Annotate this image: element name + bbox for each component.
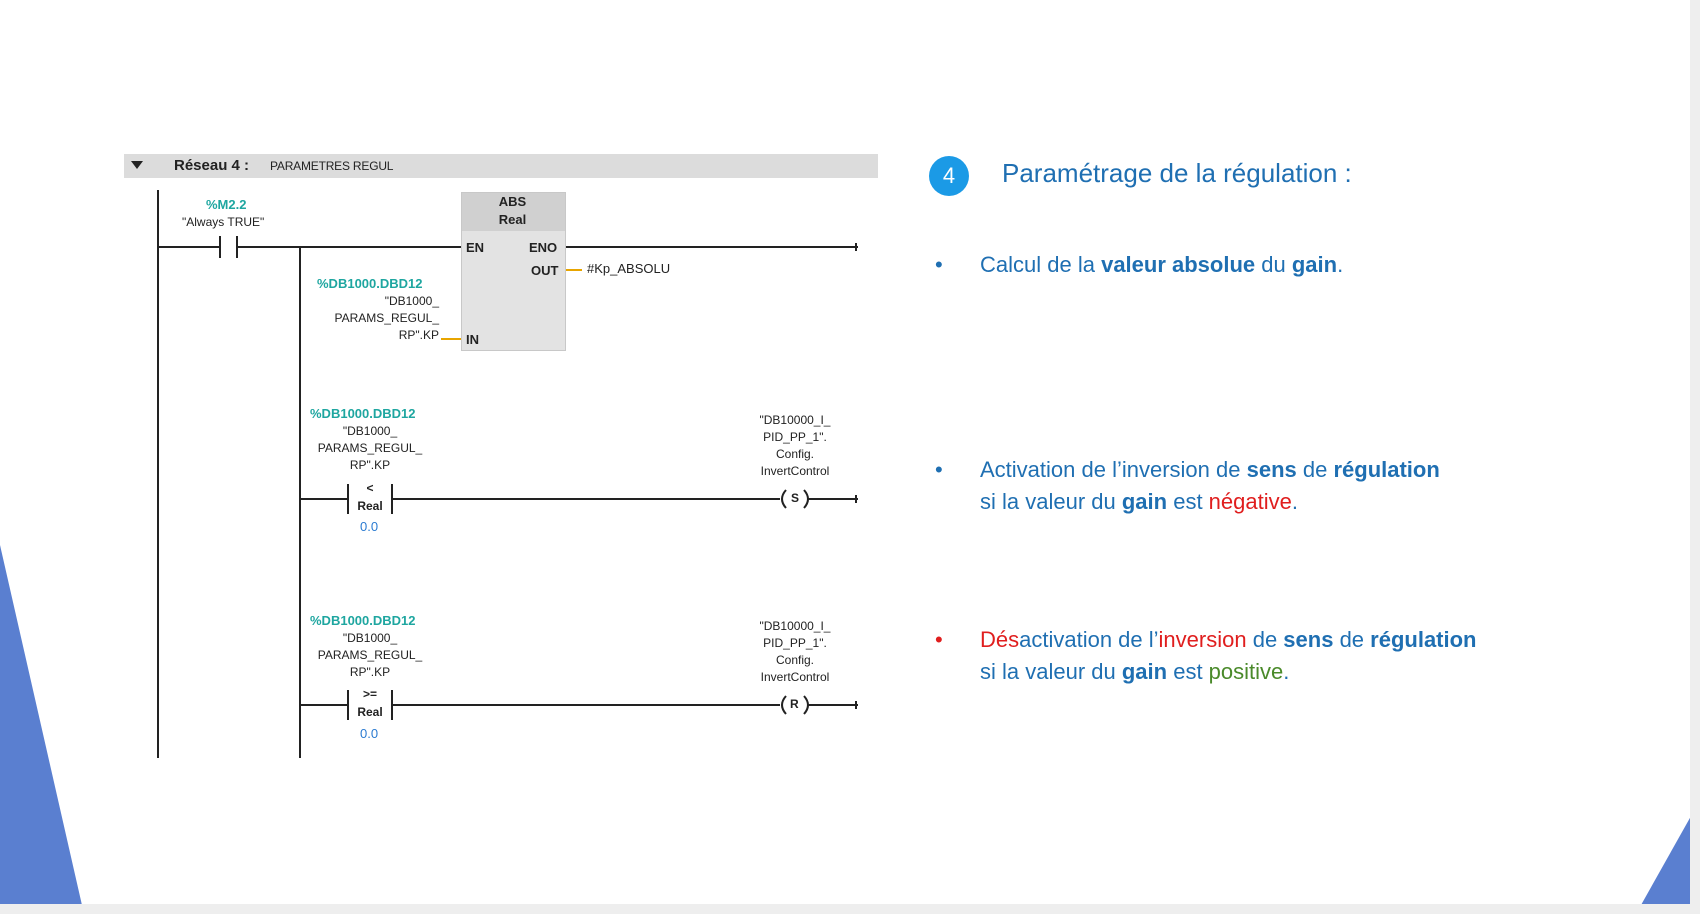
abs-out-variable[interactable]: #Kp_ABSOLU — [587, 261, 671, 276]
rung3-reset-coil[interactable]: R — [790, 697, 799, 711]
rung2-coil-symbol-1: "DB10000_I_ — [759, 413, 831, 427]
rung2-address[interactable]: %DB1000.DBD12 — [310, 406, 416, 421]
abs-in-symbol-2: PARAMS_REGUL_ — [334, 311, 439, 325]
paragraph-abs: Calcul de la valeur absolue du gain. — [980, 252, 1344, 277]
rung2-symbol-2: PARAMS_REGUL_ — [317, 441, 423, 455]
rung3-symbol-3: RP".KP — [349, 665, 391, 679]
abs-type: Real — [498, 212, 527, 227]
abs-pin-eno: ENO — [529, 240, 558, 255]
abs-in-symbol-1: "DB1000_ — [384, 294, 439, 308]
bullet-2: • — [935, 457, 943, 482]
bullet-3: • — [935, 627, 943, 652]
abs-title: ABS — [498, 194, 527, 209]
rung2-compare-op: < — [366, 481, 374, 495]
rung2-symbol-3: RP".KP — [349, 458, 391, 472]
contact1-symbol: "Always TRUE" — [182, 215, 265, 229]
rung3-compare-value[interactable]: 0.0 — [360, 726, 379, 741]
abs-pin-out: OUT — [531, 263, 559, 278]
rung2-symbol-1: "DB1000_ — [342, 424, 398, 438]
abs-pin-en: EN — [466, 240, 485, 255]
rung2-compare-type: Real — [357, 499, 383, 513]
network-label: Réseau 4 : — [174, 157, 250, 174]
rung3-compare-op: >= — [362, 687, 377, 701]
abs-pin-in: IN — [466, 332, 479, 347]
paragraph-deactivation: Désactivation de l’inversion de sens de régulation si la valeur du gain est positive. — [980, 627, 1477, 684]
paragraph-activation: Activation de l’inversion de sens de régulation si la valeur du gain est négative. — [980, 457, 1440, 514]
rung2-compare-value[interactable]: 0.0 — [360, 519, 379, 534]
rung3-coil-symbol-1: "DB10000_I_ — [759, 619, 831, 633]
contact1-address[interactable]: %M2.2 — [206, 197, 247, 212]
abs-in-address[interactable]: %DB1000.DBD12 — [317, 276, 423, 291]
rung3-coil-symbol-3: Config. — [775, 653, 815, 667]
rung2-set-coil[interactable]: S — [791, 491, 800, 505]
rung3-coil-symbol-4: InvertControl — [760, 670, 830, 684]
rung3-coil-symbol-2: PID_PP_1". — [763, 636, 827, 650]
rung3-address[interactable]: %DB1000.DBD12 — [310, 613, 416, 628]
rung2-coil-symbol-3: Config. — [775, 447, 815, 461]
rung3-symbol-2: PARAMS_REGUL_ — [317, 648, 423, 662]
abs-in-symbol-3: RP".KP — [398, 328, 439, 342]
step-badge: 4 — [929, 156, 969, 196]
rung2-coil-symbol-2: PID_PP_1". — [763, 430, 827, 444]
section-title: Paramétrage de la régulation : — [1002, 158, 1352, 188]
rung3-symbol-1: "DB1000_ — [342, 631, 398, 645]
bullet-1: • — [935, 252, 943, 277]
rung3-compare-type: Real — [357, 705, 383, 719]
network-comment: PARAMETRES REGUL — [270, 159, 394, 173]
rung2-coil-symbol-4: InvertControl — [760, 464, 830, 478]
